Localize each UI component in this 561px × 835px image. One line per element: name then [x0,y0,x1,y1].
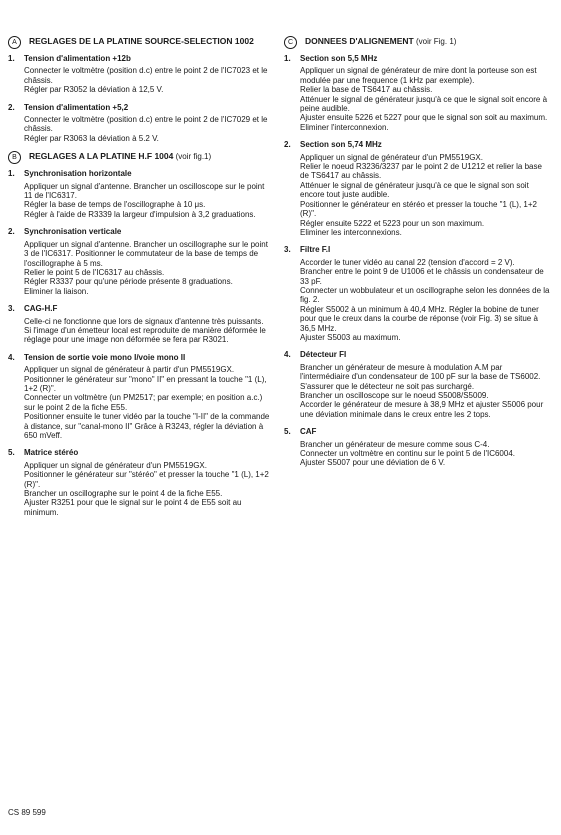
section-header [284,36,552,49]
item-number: 3. [284,245,291,255]
section-letter-badge: C [284,36,297,49]
section-letter-badge: A [8,36,21,49]
procedure-item [284,140,552,237]
item-body [24,182,270,220]
item-title: Tension d'alimentation +5,2 [24,102,129,112]
instruction-line: Ajuster S5003 au maximum. [300,332,401,342]
item-body [24,461,270,517]
instruction-line: Relier la base de TS6417 au châssis. [300,85,433,95]
instruction-line: Connecter le voltmètre (position d.c) entre le point 2 de l'IC7029 et le châssis. [24,115,268,134]
instruction-line: Connecter un voltmètre en continu sur le point 5 de l'IC6004. [300,449,515,459]
section-heading [305,36,456,46]
item-number: 1. [8,169,15,179]
item-number: 5. [8,448,15,458]
item-body [24,66,270,94]
section-title: REGLAGES A LA PLATINE H.F 1004 [29,151,174,162]
section-header [8,151,270,164]
instruction-line: Connecter le voltmètre (position d.c) entre le point 2 de l'IC7023 et le châssis. [24,66,268,85]
document-reference: CS 89 599 [8,808,46,817]
instruction-line: Si l'image d'un émetteur local est reproduite de manière déformée le réglage pour une image non déformée se fera par R3021. [24,325,266,345]
instruction-line: Appliquer un signal de générateur à partir d'un PM5519GX. [24,365,235,375]
item-title: Détecteur FI [300,350,347,360]
instruction-line: Brancher un oscilloscope sur le noeud S5008/S5009. [300,391,489,400]
item-body [24,240,270,296]
item-title: Matrice stéréo [24,448,79,458]
instruction-line: Brancher un générateur de mesure comme sous C-4. [300,439,490,449]
item-heading [8,169,270,178]
item-heading [284,245,552,254]
item-number: 2. [8,227,15,237]
section-c [284,36,552,468]
procedure-item [8,304,270,345]
item-number: 4. [8,352,15,362]
section-heading [29,151,211,161]
instruction-line: Ajuster ensuite 5226 et 5227 pour que le signal son soit au maximum. [300,113,548,123]
instruction-line: Eliminer l'interconnexion. [300,122,389,132]
instruction-line: Atténuer le signal de générateur jusqu'à ce que le signal soit encore à peine audible. [300,94,548,114]
instruction-line: Appliquer un signal de générateur d'un PM5519GX. [24,460,207,470]
item-body [300,440,552,468]
instruction-line: Connecter un voltmètre (un PM2517; par exemple; en position a.c.) sur le point 2 de la fiche E55. [24,393,263,412]
item-number: 3. [8,304,15,314]
instruction-line: Régler ensuite 5222 et 5223 pour un son maximum. [300,218,485,228]
instruction-line: Appliquer un signal d'antenne. Brancher un oscilloscope sur le point 11 de l'IC6317. [24,181,265,201]
instruction-line: Accorder le générateur de mesure à 38,9 MHz et ajuster S5006 pour une déviation minimale dans le creux entre les 2 tops. [300,400,544,419]
instruction-line: Relier le noeud R3236/3237 par le point 2 de U1212 et relier la base de TS6417 au châssis. [300,162,542,181]
section-b [8,151,270,517]
item-number: 1. [8,54,15,63]
item-body [300,66,552,132]
item-body [300,258,552,343]
item-number: 5. [284,427,291,437]
procedure-item [8,227,270,296]
item-title: CAF [300,427,317,437]
procedure-item [8,169,270,219]
instruction-line: Connecter un wobbulateur et un oscillographe selon les données de la fig. 2. [300,285,550,305]
item-body [300,363,552,419]
instruction-line: Positionner ensuite le tuner vidéo par la touche "I-II" de la commande à distance, sur "canal-mono II" Grâce à R3243, régler la déviation à 650 mVeff. [24,412,270,440]
instruction-line: Régler R3337 pour qu'une période présente 8 graduations. [24,277,233,287]
procedure-item [8,353,270,441]
item-body [24,115,270,143]
instruction-line: Ajuster R3251 pour que le signal sur le point 4 de E55 soit au minimum. [24,498,242,517]
instruction-line: Brancher entre le point 9 de U1006 et le châssis un condensateur de 33 pF. [300,267,544,286]
section-title: REGLAGES DE LA PLATINE SOURCE-SELECTION 1002 [29,36,254,46]
item-heading [284,54,552,63]
instruction-line: Appliquer un signal de générateur d'un PM5519GX. [300,152,483,162]
procedure-item [284,245,552,342]
item-title: Synchronisation verticale [24,227,122,237]
instruction-line: Régler S5002 à un minimum à 40,4 MHz. Régler la bobine de tuner pour que le creux dans la courbe de réponse (voir Fig. 3) se situe à 36,5 MHz. [300,304,539,333]
section-subtitle: (voir Fig. 1) [415,37,457,46]
procedure-item [8,103,270,144]
item-title: Synchronisation horizontale [24,169,132,179]
item-title: Section son 5,5 MHz [300,54,378,63]
instruction-line: Régler à l'aide de R3339 la largeur d'impulsion à 3,2 graduations. [24,209,256,219]
instruction-line: Appliquer un signal de générateur de mire dont la porteuse son est modulée par une frequence (1 kHz par exemple). [300,66,537,85]
instruction-line: Positionner le générateur sur "stéréo" et presser la touche "1 (L), 1+2 (R)". [24,470,269,489]
section-a [8,36,270,143]
item-heading [8,448,270,457]
item-body [300,153,552,238]
instruction-line: Ajuster S5007 pour une déviation de 6 V. [300,458,446,468]
left-column [8,36,270,525]
instruction-line: Brancher un oscillographe sur le point 4 de la fiche E55. [24,489,223,499]
item-title: Filtre F.I [300,245,331,255]
item-heading [8,103,270,112]
instruction-line: Eliminer la liaison. [24,286,89,296]
instruction-line: Positionner le générateur en stéréo et presser la touche "1 (L), 1+2 (R)". [300,199,537,219]
procedure-item [284,427,552,468]
instruction-line: Régler par R3063 la déviation à 5.2 V. [24,133,159,143]
item-body [24,365,270,440]
procedure-item [284,54,552,132]
instruction-line: Accorder le tuner vidéo au canal 22 (tension d'accord = 2 V). [300,257,515,267]
instruction-line: Celle-ci ne fonctionne que lors de signaux d'antenne très puissants. [24,316,264,326]
section-header [8,36,270,49]
section-title: DONNEES D'ALIGNEMENT [305,36,414,46]
instruction-line: Relier le point 5 de l'IC6317 au châssis. [24,267,165,277]
item-title: CAG-H.F [24,304,58,314]
item-heading [284,350,552,359]
item-body [24,317,270,345]
item-heading [284,140,552,149]
item-number: 2. [8,102,15,112]
instruction-line: S'assurer que le détecteur ne soit pas surchargé. [300,381,475,391]
procedure-item [8,54,270,95]
item-title: Section son 5,74 MHz [300,140,382,150]
instruction-line: Appliquer un signal d'antenne. Brancher un oscillographe sur le point 3 de l'IC6317. Positionner le commutateur de la base de temps de l'oscillographe à 5 ms. [24,239,268,268]
item-title: Tension de sortie voie mono I/voie mono II [24,352,186,362]
instruction-line: Positionner le générateur sur "mono" II" en pressant la touche "1 (L), 1+2 (R)". [24,374,267,393]
right-column [284,36,552,476]
item-number: 4. [284,350,291,360]
section-letter-badge: B [8,151,21,164]
item-heading [8,304,270,313]
item-heading [8,353,270,362]
item-heading [284,427,552,436]
instruction-line: Atténuer le signal de générateur jusqu'à ce que le signal son soit encore tout juste audible. [300,180,529,200]
instruction-line: Eliminer les interconnexions. [300,227,402,237]
procedure-item [8,448,270,517]
item-heading [8,54,270,63]
instruction-line: Régler par R3052 la déviation à 12,5 V. [24,85,164,95]
instruction-line: Brancher un générateur de mesure à modulation A.M par l'intermédiaire d'un condensateur de 100 pF sur la base de TS6002. [300,362,541,382]
instruction-line: Régler la base de temps de l'oscillographe à 10 μs. [24,200,206,210]
item-number: 2. [284,140,291,150]
item-number: 1. [284,54,291,63]
procedure-item [284,350,552,419]
item-heading [8,227,270,236]
section-subtitle: (voir fig.1) [175,152,212,162]
section-heading [29,36,254,46]
item-title: Tension d'alimentation +12b [24,54,131,63]
